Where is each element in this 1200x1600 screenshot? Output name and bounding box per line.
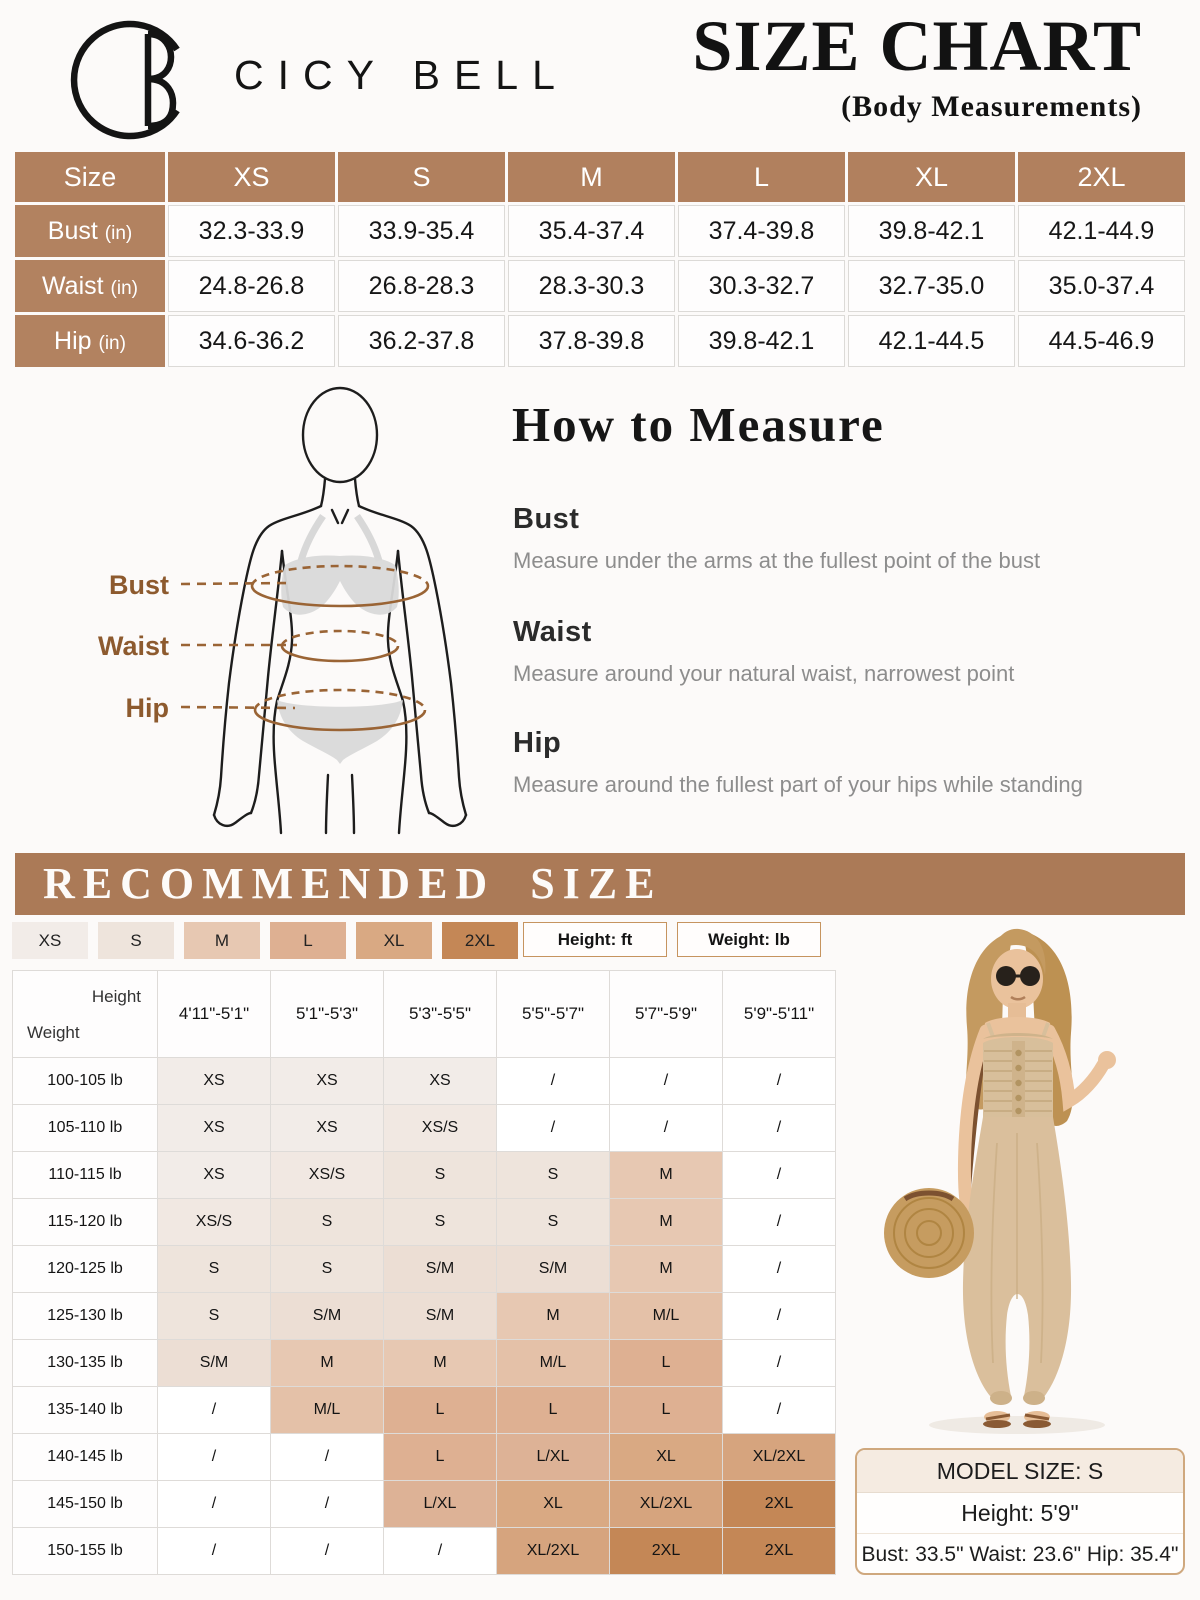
rec-row [13,1481,836,1528]
diagram-label-waist: Waist [97,631,169,661]
rec-size-cell: L [610,1340,723,1387]
how-to-measure-heading: How to Measure [512,397,885,452]
height-weight-corner-cell [13,971,158,1058]
bust-row [15,205,1185,257]
rec-row [13,1246,836,1293]
size-col-header: 2XL [1018,152,1185,202]
rec-size-cell: S/M [384,1293,497,1340]
rec-row [13,1387,836,1434]
rec-size-cell: 2XL [610,1528,723,1575]
rec-size-cell: / [723,1105,836,1152]
instruction-text: Measure around your natural waist, narrowest point [513,661,1015,686]
rec-size-cell: / [723,1246,836,1293]
diagram-label-hip: Hip [125,693,169,723]
measurement-cell: 24.8-26.8 [168,260,335,312]
model-size-label: MODEL SIZE: S [857,1450,1183,1493]
measurement-cell: 39.8-42.1 [848,205,1015,257]
row-label: Hip (in) [15,315,165,367]
rec-row [13,1058,836,1105]
rec-size-cell: S [497,1152,610,1199]
rec-size-cell: M [271,1340,384,1387]
rec-size-cell: / [723,1340,836,1387]
rec-header-row [13,971,836,1058]
size-col-header: L [678,152,845,202]
rec-size-cell: / [384,1528,497,1575]
rec-size-cell: M/L [497,1340,610,1387]
height-unit-box: Height: ft [523,922,667,957]
rec-row [13,1528,836,1575]
rec-weight-label: 115-120 lb [13,1199,158,1246]
rec-size-cell: S [271,1246,384,1293]
height-range-header: 5'3"-5'5" [384,971,497,1058]
body-diagram-illustration [85,383,485,835]
size-table-header-row [15,152,1185,202]
rec-size-cell: / [497,1058,610,1105]
measurement-cell: 44.5-46.9 [1018,315,1185,367]
row-label: Waist (in) [15,260,165,312]
weight-unit-box: Weight: lb [677,922,821,957]
rec-size-cell: / [158,1528,271,1575]
brand-logo-icon [52,4,212,154]
size-legend-s: S [98,922,174,959]
measurement-cell: 35.0-37.4 [1018,260,1185,312]
size-legend-2xl: 2XL [442,922,518,959]
rec-size-cell: S [384,1199,497,1246]
rec-size-cell: / [158,1387,271,1434]
rec-size-cell: S/M [384,1246,497,1293]
measurement-cell: 28.3-30.3 [508,260,675,312]
rec-size-cell: XS [158,1152,271,1199]
rec-size-cell: M [497,1293,610,1340]
waist-row [15,260,1185,312]
measurement-cell: 35.4-37.4 [508,205,675,257]
size-legend [12,922,518,959]
size-legend-xs: XS [12,922,88,959]
rec-size-cell: XS [158,1105,271,1152]
size-legend-l: L [270,922,346,959]
diagram-label-bust: Bust [109,570,169,600]
height-range-header: 5'5"-5'7" [497,971,610,1058]
page-subtitle: (Body Measurements) [841,90,1142,123]
height-range-header: 4'11"-5'1" [158,971,271,1058]
size-legend-xl: XL [356,922,432,959]
rec-size-cell: / [158,1481,271,1528]
rec-size-cell: M [384,1340,497,1387]
rec-size-cell: L [384,1434,497,1481]
rec-size-cell: S [384,1152,497,1199]
instruction-title: Hip [513,727,562,759]
rec-size-cell: M/L [271,1387,384,1434]
rec-size-cell: / [271,1528,384,1575]
rec-size-cell: XL/2XL [723,1434,836,1481]
rec-size-cell: L/XL [497,1434,610,1481]
rec-size-cell: / [158,1434,271,1481]
measure-instruction-bust [513,503,1113,574]
rec-size-cell: XL [497,1481,610,1528]
rec-row [13,1199,836,1246]
measurement-cell: 37.4-39.8 [678,205,845,257]
row-label: Bust (in) [15,205,165,257]
rec-size-cell: / [723,1199,836,1246]
model-photo-illustration [845,903,1190,1443]
rec-size-cell: M [610,1152,723,1199]
rec-size-cell: M [610,1199,723,1246]
instruction-title: Waist [513,616,592,648]
rec-row [13,1152,836,1199]
rec-row [13,1340,836,1387]
corner-weight-label: Weight [27,1023,80,1042]
rec-size-cell: / [497,1105,610,1152]
measurement-cell: 39.8-42.1 [678,315,845,367]
rec-weight-label: 150-155 lb [13,1528,158,1575]
measurement-cell: 34.6-36.2 [168,315,335,367]
rec-size-cell: / [723,1387,836,1434]
rec-size-cell: L/XL [384,1481,497,1528]
instruction-title: Bust [513,503,580,535]
rec-weight-label: 110-115 lb [13,1152,158,1199]
rec-size-cell: XL/2XL [610,1481,723,1528]
rec-size-cell: XS/S [384,1105,497,1152]
rec-size-cell: XS/S [271,1152,384,1199]
rec-size-cell: L [497,1387,610,1434]
measure-instruction-hip [513,727,1113,798]
rec-weight-label: 145-150 lb [13,1481,158,1528]
height-range-header: 5'9"-5'11" [723,971,836,1058]
size-recommendation-table [12,970,836,1575]
rec-size-cell: / [723,1293,836,1340]
rec-size-cell: S [158,1293,271,1340]
measurement-cell: 37.8-39.8 [508,315,675,367]
rec-size-cell: S/M [497,1246,610,1293]
measurement-cell: 42.1-44.9 [1018,205,1185,257]
measurement-cell: 42.1-44.5 [848,315,1015,367]
rec-weight-label: 140-145 lb [13,1434,158,1481]
rec-weight-label: 130-135 lb [13,1340,158,1387]
measurement-cell: 32.7-35.0 [848,260,1015,312]
rec-size-cell: XS [384,1058,497,1105]
model-info-box [855,1448,1185,1575]
rec-size-cell: 2XL [723,1528,836,1575]
measure-instruction-waist [513,616,1113,687]
rec-size-cell: XL [610,1434,723,1481]
rec-size-cell: S [158,1246,271,1293]
measurement-cell: 33.9-35.4 [338,205,505,257]
height-range-header: 5'7"-5'9" [610,971,723,1058]
rec-weight-label: 135-140 lb [13,1387,158,1434]
rec-size-cell: L [384,1387,497,1434]
rec-row [13,1434,836,1481]
size-col-header: XL [848,152,1015,202]
rec-size-cell: S/M [158,1340,271,1387]
size-legend-m: M [184,922,260,959]
rec-size-cell: / [723,1058,836,1105]
rec-weight-label: 125-130 lb [13,1293,158,1340]
body-measurements-table [12,149,1188,370]
model-measurements: Bust: 33.5" Waist: 23.6" Hip: 35.4" [861,1543,1179,1566]
instruction-text: Measure under the arms at the fullest point of the bust [513,548,1041,573]
corner-height-label: Height [91,987,141,1006]
rec-row [13,1293,836,1340]
size-col-header: S [338,152,505,202]
rec-row [13,1105,836,1152]
rec-size-cell: / [610,1058,723,1105]
measurement-cell: 36.2-37.8 [338,315,505,367]
measurement-cell: 30.3-32.7 [678,260,845,312]
model-height: Height: 5'9" [857,1493,1183,1534]
rec-size-cell: M [610,1246,723,1293]
rec-size-cell: XL/2XL [497,1528,610,1575]
brand-name: CICY BELL [234,52,569,98]
size-col-header: M [508,152,675,202]
size-col-header: XS [168,152,335,202]
rec-weight-label: 120-125 lb [13,1246,158,1293]
size-col-header: Size [15,152,165,202]
rec-size-cell: S [497,1199,610,1246]
rec-size-cell: XS [158,1058,271,1105]
rec-size-cell: / [271,1434,384,1481]
measurement-cell: 26.8-28.3 [338,260,505,312]
page-title: SIZE CHART [692,6,1142,86]
page-title-block [692,4,1142,124]
rec-size-cell: XS [271,1058,384,1105]
recommended-size-banner: RECOMMENDED SIZE [15,853,1185,915]
rec-size-cell: / [723,1152,836,1199]
rec-size-cell: M/L [610,1293,723,1340]
measurement-cell: 32.3-33.9 [168,205,335,257]
rec-weight-label: 105-110 lb [13,1105,158,1152]
rec-size-cell: S [271,1199,384,1246]
rec-size-cell: XS/S [158,1199,271,1246]
rec-size-cell: S/M [271,1293,384,1340]
rec-weight-label: 100-105 lb [13,1058,158,1105]
height-range-header: 5'1"-5'3" [271,971,384,1058]
rec-size-cell: 2XL [723,1481,836,1528]
rec-table-body [13,1058,836,1575]
rec-size-cell: / [610,1105,723,1152]
rec-size-cell: / [271,1481,384,1528]
rec-size-cell: L [610,1387,723,1434]
hip-row [15,315,1185,367]
instruction-text: Measure around the fullest part of your hips while standing [513,772,1083,797]
rec-size-cell: XS [271,1105,384,1152]
